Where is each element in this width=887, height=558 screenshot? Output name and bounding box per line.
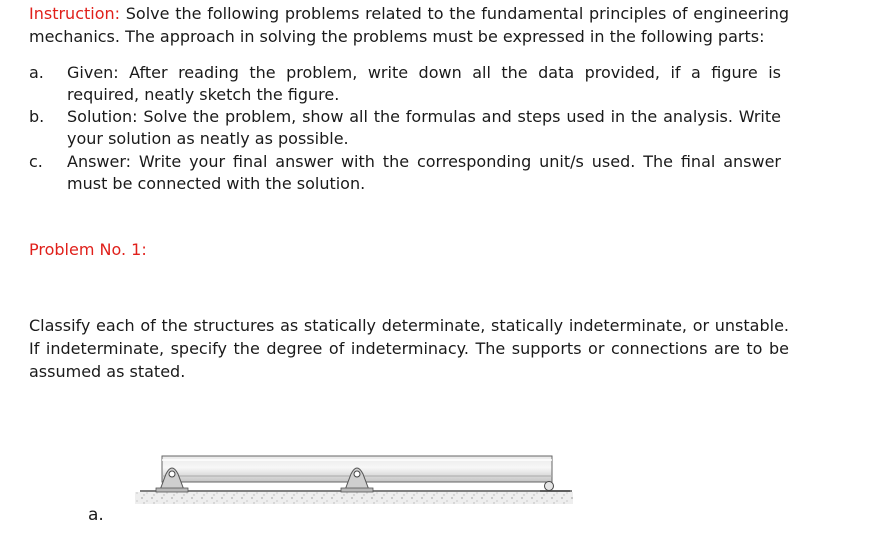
list-text: Given: After reading the problem, write down all the data provided, if a figure is required, neatly sketch the figure. [67, 63, 781, 104]
problem-statement: Classify each of the structures as statically determinate, statically indeterminate, or unstable. If indeterminate, specify the degree of indeterminacy. The supports or connections are to be assumed as stated. [29, 316, 789, 381]
problem-title: Problem No. 1: [29, 240, 147, 259]
instruction-paragraph [29, 2, 789, 48]
instruction-text: Solve the following problems related to the fundamental principles of engineering mechanics. The approach in solving the problems must be expressed in the following parts: [29, 4, 789, 46]
list-text: Answer: Write your final answer with the corresponding unit/s used. The final answer must be connected with the solution. [67, 152, 781, 193]
roller-support-right [540, 482, 570, 492]
ground [135, 491, 573, 504]
beam-figure [0, 430, 887, 558]
list-text: Solution: Solve the problem, show all the formulas and steps used in the analysis. Write your solution as neatly as possible. [67, 107, 781, 148]
list-marker: c. [29, 152, 43, 171]
list-marker: b. [29, 107, 45, 126]
figure-label: a. [88, 505, 104, 525]
instruction-label: Instruction: [29, 4, 121, 23]
list-marker: a. [29, 63, 44, 82]
